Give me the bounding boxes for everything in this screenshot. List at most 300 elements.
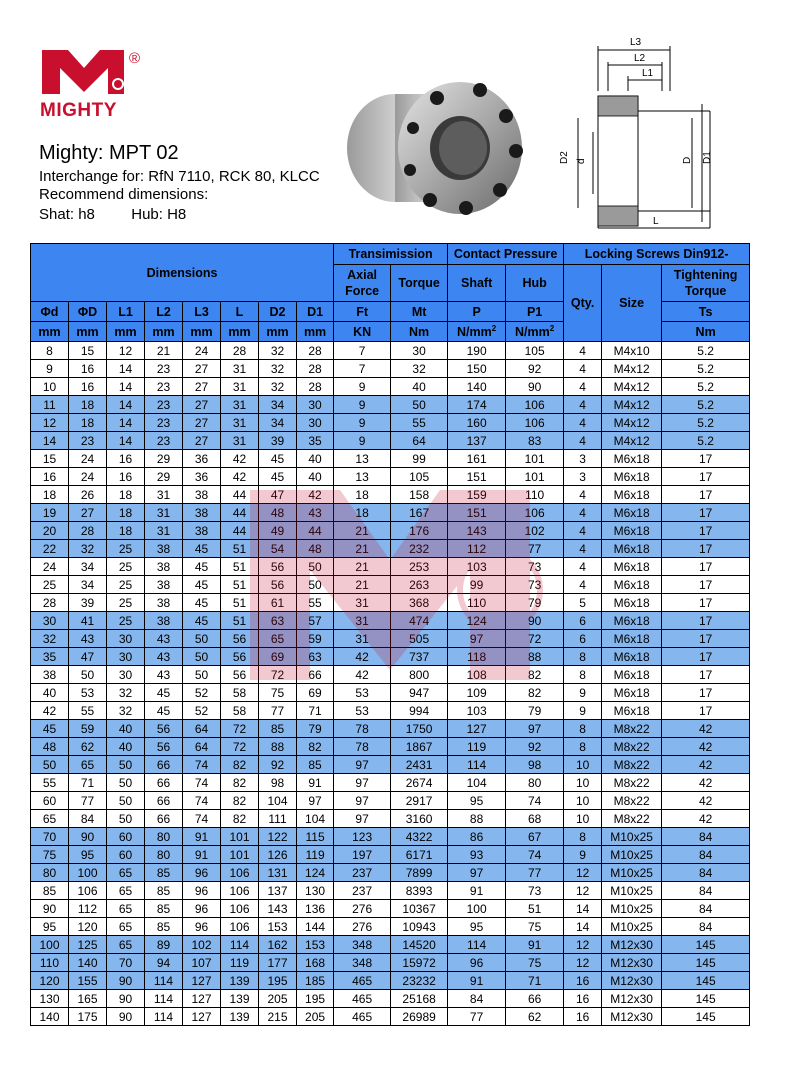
table-cell: 106: [221, 864, 259, 882]
unit-superscript: 2: [491, 323, 497, 333]
table-cell: 38: [183, 522, 221, 540]
technical-drawing: [550, 36, 720, 236]
table-row: [31, 468, 750, 486]
table-cell: 140: [69, 954, 107, 972]
table-cell: 50: [107, 756, 145, 774]
table-cell: 50: [31, 756, 69, 774]
table-cell: 43: [297, 504, 334, 522]
table-cell: 31: [334, 594, 391, 612]
brand-name: MIGHTY: [40, 100, 117, 121]
table-row: [31, 828, 750, 846]
table-cell: 139: [221, 1008, 259, 1026]
table-cell: 90: [107, 972, 145, 990]
table-cell: M6x18: [602, 486, 662, 504]
table-cell: 50: [107, 792, 145, 810]
table-cell: 84: [662, 864, 750, 882]
svg-text:L1: L1: [642, 68, 654, 79]
table-row: [31, 666, 750, 684]
table-cell: 50: [391, 396, 448, 414]
table-cell: 175: [69, 1008, 107, 1026]
table-cell: 130: [297, 882, 334, 900]
table-cell: 84: [662, 846, 750, 864]
table-cell: 21: [334, 576, 391, 594]
table-cell: 348: [334, 936, 391, 954]
unit-superscript: 2: [549, 323, 555, 333]
table-cell: 91: [297, 774, 334, 792]
table-cell: 4: [564, 486, 602, 504]
table-cell: 25: [107, 558, 145, 576]
table-cell: 74: [183, 810, 221, 828]
table-cell: M8x22: [602, 774, 662, 792]
table-cell: 29: [145, 468, 183, 486]
table-cell: 120: [31, 972, 69, 990]
table-cell: 61: [259, 594, 297, 612]
table-row: [31, 1008, 750, 1026]
table-cell: 73: [506, 882, 564, 900]
table-cell: 9: [564, 846, 602, 864]
table-cell: 176: [391, 522, 448, 540]
table-row: [31, 558, 750, 576]
table-cell: 30: [107, 666, 145, 684]
hub-header: Hub: [506, 265, 564, 302]
table-row: [31, 918, 750, 936]
table-cell: 23232: [391, 972, 448, 990]
table-cell: 16: [107, 450, 145, 468]
table-cell: 18: [31, 486, 69, 504]
table-cell: 947: [391, 684, 448, 702]
unit-header: [662, 322, 750, 342]
table-cell: M6x18: [602, 558, 662, 576]
tightening-torque-header: Tightening Torque: [662, 265, 750, 302]
table-cell: 75: [259, 684, 297, 702]
hub-tolerance: Hub: H8: [131, 206, 187, 223]
table-cell: 1750: [391, 720, 448, 738]
table-cell: 73: [506, 558, 564, 576]
table-cell: 5.2: [662, 360, 750, 378]
table-cell: 27: [183, 360, 221, 378]
table-cell: 21: [334, 522, 391, 540]
table-cell: 63: [259, 612, 297, 630]
table-cell: 23: [145, 414, 183, 432]
table-cell: 38: [183, 504, 221, 522]
table-cell: 40: [391, 378, 448, 396]
table-cell: 28: [297, 378, 334, 396]
symbol-header: D1: [297, 302, 334, 322]
table-cell: 263: [391, 576, 448, 594]
table-cell: M4x12: [602, 414, 662, 432]
table-cell: 9: [334, 432, 391, 450]
table-cell: 14: [564, 918, 602, 936]
table-cell: 69: [259, 648, 297, 666]
table-cell: 90: [107, 1008, 145, 1026]
table-cell: 36: [183, 450, 221, 468]
table-row: [31, 864, 750, 882]
table-row: [31, 882, 750, 900]
table-cell: 17: [662, 450, 750, 468]
table-cell: 205: [259, 990, 297, 1008]
table-cell: 6: [564, 612, 602, 630]
table-cell: 9: [334, 396, 391, 414]
table-cell: 167: [391, 504, 448, 522]
table-cell: 85: [297, 756, 334, 774]
table-cell: 60: [107, 846, 145, 864]
table-cell: 18: [107, 486, 145, 504]
table-cell: 100: [31, 936, 69, 954]
table-cell: 17: [662, 648, 750, 666]
table-cell: 56: [259, 576, 297, 594]
table-cell: 59: [69, 720, 107, 738]
table-cell: 30: [297, 396, 334, 414]
torque-header: Torque: [391, 265, 448, 302]
table-cell: 465: [334, 1008, 391, 1026]
table-cell: 110: [506, 486, 564, 504]
table-cell: 465: [334, 972, 391, 990]
table-cell: 131: [259, 864, 297, 882]
table-cell: 20: [31, 522, 69, 540]
table-cell: 3: [564, 450, 602, 468]
table-cell: 137: [448, 432, 506, 450]
table-cell: 143: [448, 522, 506, 540]
table-cell: 115: [297, 828, 334, 846]
table-row: [31, 990, 750, 1008]
table-cell: 42: [334, 666, 391, 684]
table-cell: 84: [662, 900, 750, 918]
table-row: [31, 432, 750, 450]
table-cell: 4: [564, 540, 602, 558]
table-cell: 38: [145, 558, 183, 576]
table-cell: 110: [31, 954, 69, 972]
table-cell: 8: [564, 648, 602, 666]
table-cell: 90: [31, 900, 69, 918]
table-cell: 237: [334, 864, 391, 882]
table-cell: 32: [69, 540, 107, 558]
table-cell: 23: [145, 396, 183, 414]
table-cell: 95: [31, 918, 69, 936]
table-cell: 77: [506, 540, 564, 558]
table-cell: 15972: [391, 954, 448, 972]
table-cell: 62: [506, 1008, 564, 1026]
table-cell: 114: [145, 972, 183, 990]
table-cell: 85: [145, 864, 183, 882]
table-cell: 53: [69, 684, 107, 702]
unit-label: N/mm: [515, 325, 550, 340]
table-cell: 45: [259, 468, 297, 486]
table-cell: 28: [69, 522, 107, 540]
table-cell: 54: [259, 540, 297, 558]
table-cell: 77: [69, 792, 107, 810]
table-cell: 10367: [391, 900, 448, 918]
table-cell: 82: [221, 756, 259, 774]
table-cell: 124: [297, 864, 334, 882]
table-cell: M4x12: [602, 396, 662, 414]
table-cell: 16: [107, 468, 145, 486]
table-cell: 55: [31, 774, 69, 792]
symbol-header: L2: [145, 302, 183, 322]
table-cell: 16: [69, 360, 107, 378]
table-cell: 32: [31, 630, 69, 648]
table-cell: 98: [259, 774, 297, 792]
table-cell: 105: [506, 342, 564, 360]
table-cell: 82: [221, 774, 259, 792]
table-row: [31, 792, 750, 810]
table-cell: 10943: [391, 918, 448, 936]
table-cell: 18: [69, 414, 107, 432]
table-cell: 60: [31, 792, 69, 810]
table-cell: 92: [506, 738, 564, 756]
table-cell: 4: [564, 414, 602, 432]
table-cell: 97: [334, 792, 391, 810]
table-cell: 97: [448, 864, 506, 882]
table-cell: 96: [448, 954, 506, 972]
table-cell: 82: [221, 792, 259, 810]
table-row: [31, 774, 750, 792]
table-cell: 66: [506, 990, 564, 1008]
table-cell: 5: [564, 594, 602, 612]
unit-label: mm: [114, 324, 137, 339]
table-cell: 34: [69, 576, 107, 594]
table-cell: 43: [145, 666, 183, 684]
table-cell: 35: [297, 432, 334, 450]
table-cell: 42: [662, 774, 750, 792]
table-cell: 28: [31, 594, 69, 612]
table-cell: 86: [448, 828, 506, 846]
table-cell: 103: [448, 558, 506, 576]
table-cell: 65: [69, 756, 107, 774]
table-cell: M6x18: [602, 648, 662, 666]
table-cell: 24: [69, 468, 107, 486]
table-row: [31, 576, 750, 594]
unit-header: [391, 322, 448, 342]
table-cell: 97: [334, 810, 391, 828]
table-cell: 21: [334, 558, 391, 576]
table-cell: 14: [107, 360, 145, 378]
symbol-header: ΦD: [69, 302, 107, 322]
table-cell: 80: [145, 828, 183, 846]
table-cell: 10: [564, 792, 602, 810]
table-cell: M12x30: [602, 972, 662, 990]
table-cell: 56: [259, 558, 297, 576]
table-cell: 96: [183, 864, 221, 882]
table-cell: 82: [506, 666, 564, 684]
table-cell: 140: [31, 1008, 69, 1026]
table-cell: 161: [448, 450, 506, 468]
table-cell: 26: [69, 486, 107, 504]
table-cell: 34: [259, 396, 297, 414]
table-cell: 92: [506, 360, 564, 378]
table-row: [31, 378, 750, 396]
table-cell: 35: [31, 648, 69, 666]
table-cell: 101: [221, 828, 259, 846]
table-cell: 4: [564, 432, 602, 450]
table-cell: 71: [297, 702, 334, 720]
table-cell: 103: [448, 702, 506, 720]
table-cell: 72: [221, 720, 259, 738]
unit-label: mm: [152, 324, 175, 339]
table-cell: 6: [564, 630, 602, 648]
table-cell: M6x18: [602, 504, 662, 522]
unit-header: [259, 322, 297, 342]
table-cell: 31: [145, 522, 183, 540]
table-cell: 45: [183, 594, 221, 612]
table-cell: 8: [31, 342, 69, 360]
table-cell: 36: [183, 468, 221, 486]
unit-label: mm: [303, 324, 327, 339]
table-cell: 106: [506, 414, 564, 432]
symbol-header: L3: [183, 302, 221, 322]
table-cell: 90: [69, 828, 107, 846]
table-cell: 74: [183, 792, 221, 810]
table-cell: 23: [145, 378, 183, 396]
table-cell: M4x10: [602, 342, 662, 360]
table-cell: 52: [183, 702, 221, 720]
table-cell: 65: [107, 918, 145, 936]
table-cell: M4x12: [602, 378, 662, 396]
table-cell: 5.2: [662, 378, 750, 396]
symbol-header: P: [448, 302, 506, 322]
table-cell: 31: [334, 612, 391, 630]
table-cell: 14520: [391, 936, 448, 954]
unit-label: mm: [228, 324, 251, 339]
table-cell: 30: [107, 630, 145, 648]
table-cell: 80: [145, 846, 183, 864]
unit-header: [334, 322, 391, 342]
svg-text:D2: D2: [559, 151, 570, 164]
table-cell: 101: [221, 846, 259, 864]
table-cell: 77: [448, 1008, 506, 1026]
table-cell: 107: [183, 954, 221, 972]
table-cell: 31: [221, 414, 259, 432]
table-cell: 127: [183, 972, 221, 990]
table-cell: 17: [662, 522, 750, 540]
table-cell: 42: [662, 738, 750, 756]
table-cell: M6x18: [602, 684, 662, 702]
table-cell: 50: [107, 774, 145, 792]
table-cell: 9: [31, 360, 69, 378]
symbol-header: D2: [259, 302, 297, 322]
table-cell: 44: [221, 522, 259, 540]
table-cell: 137: [259, 882, 297, 900]
table-cell: M8x22: [602, 810, 662, 828]
table-row: [31, 648, 750, 666]
table-cell: 84: [662, 918, 750, 936]
table-cell: 25: [107, 612, 145, 630]
table-cell: 66: [145, 792, 183, 810]
table-cell: 17: [662, 576, 750, 594]
table-cell: 276: [334, 900, 391, 918]
table-cell: 31: [334, 630, 391, 648]
table-cell: 83: [506, 432, 564, 450]
table-cell: 51: [221, 558, 259, 576]
table-cell: 114: [448, 756, 506, 774]
table-cell: 41: [69, 612, 107, 630]
dimensions-header: Dimensions: [31, 244, 334, 302]
table-cell: 17: [662, 684, 750, 702]
table-cell: 151: [448, 504, 506, 522]
mighty-logo-icon: [38, 44, 130, 96]
unit-label: mm: [38, 324, 61, 339]
table-row: [31, 360, 750, 378]
tolerances: [39, 206, 186, 224]
table-cell: 79: [297, 720, 334, 738]
table-cell: 101: [506, 450, 564, 468]
table-cell: 80: [31, 864, 69, 882]
table-row: [31, 756, 750, 774]
table-cell: 38: [31, 666, 69, 684]
table-cell: 82: [221, 810, 259, 828]
unit-header: [107, 322, 145, 342]
table-cell: 27: [183, 432, 221, 450]
table-cell: 17: [662, 594, 750, 612]
table-cell: 168: [297, 954, 334, 972]
svg-text:L3: L3: [630, 37, 642, 48]
table-cell: 143: [259, 900, 297, 918]
page-title: Mighty: MPT 02: [39, 142, 179, 164]
table-cell: 122: [259, 828, 297, 846]
table-cell: 12: [564, 864, 602, 882]
table-cell: 40: [107, 720, 145, 738]
table-cell: 17: [662, 612, 750, 630]
table-cell: 47: [69, 648, 107, 666]
table-cell: 34: [259, 414, 297, 432]
table-cell: 66: [145, 756, 183, 774]
table-cell: 139: [221, 972, 259, 990]
table-cell: 32: [259, 342, 297, 360]
table-row: [31, 684, 750, 702]
symbol-header: P1: [506, 302, 564, 322]
table-cell: 97: [297, 792, 334, 810]
table-cell: 27: [183, 396, 221, 414]
table-cell: 106: [221, 882, 259, 900]
table-cell: 31: [221, 396, 259, 414]
table-cell: 91: [448, 972, 506, 990]
table-cell: 65: [259, 630, 297, 648]
table-cell: 30: [31, 612, 69, 630]
table-cell: 85: [145, 882, 183, 900]
table-cell: 56: [221, 666, 259, 684]
table-cell: 14: [107, 396, 145, 414]
table-row: [31, 936, 750, 954]
table-cell: 70: [31, 828, 69, 846]
table-cell: M6x18: [602, 522, 662, 540]
table-cell: 38: [145, 576, 183, 594]
table-cell: 42: [297, 486, 334, 504]
table-cell: 106: [221, 900, 259, 918]
table-cell: 165: [69, 990, 107, 1008]
table-cell: 4: [564, 558, 602, 576]
svg-text:d: d: [576, 158, 587, 164]
table-cell: 6171: [391, 846, 448, 864]
table-cell: 88: [448, 810, 506, 828]
table-cell: 31: [221, 378, 259, 396]
table-cell: 90: [506, 612, 564, 630]
table-cell: 10: [564, 774, 602, 792]
table-cell: M12x30: [602, 936, 662, 954]
table-cell: 57: [297, 612, 334, 630]
table-row: [31, 414, 750, 432]
table-cell: 44: [221, 486, 259, 504]
table-cell: 66: [145, 810, 183, 828]
table-cell: 28: [221, 342, 259, 360]
unit-header: [297, 322, 334, 342]
table-cell: 100: [448, 900, 506, 918]
table-cell: 38: [145, 612, 183, 630]
table-cell: 9: [334, 414, 391, 432]
table-cell: 368: [391, 594, 448, 612]
table-cell: 17: [662, 486, 750, 504]
table-row: [31, 450, 750, 468]
unit-header: [183, 322, 221, 342]
table-cell: 197: [334, 846, 391, 864]
